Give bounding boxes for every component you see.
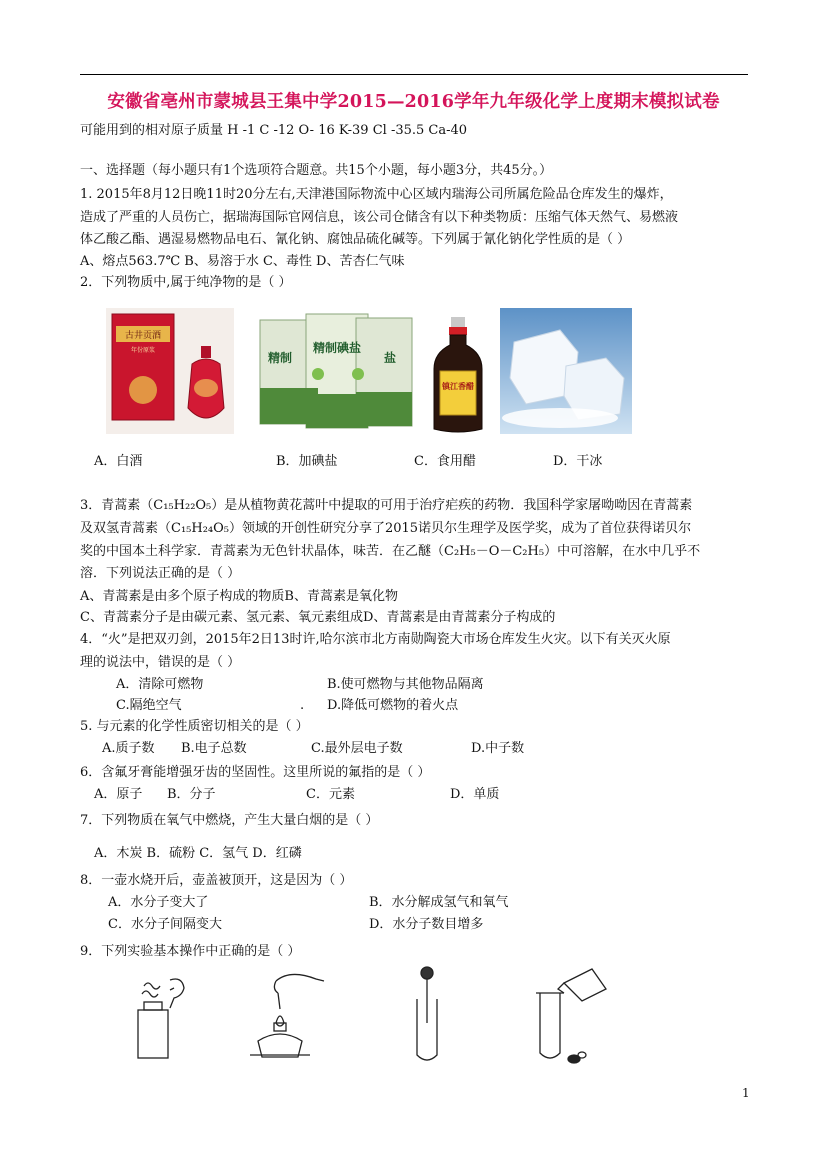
q2-option-b: B．加碘盐 [276, 454, 338, 469]
q6-option-b: B．分子 [167, 787, 216, 802]
q8-option-d: D．水分子数目增多 [369, 917, 484, 932]
q7-stem: 7．下列物质在氧气中燃烧，产生大量白烟的是（ ） [80, 813, 379, 828]
iodized-salt-image [258, 312, 414, 434]
q3-line: 溶．下列说法正确的是（ ） [80, 566, 241, 581]
q3-line: 及双氢青蒿素（C₁₅H₂₄O₅）领域的开创性研究分享了2015诺贝尔生理学及医学奖，成为了首位获得诺贝尔 [80, 521, 692, 536]
header-rule [80, 74, 748, 75]
liquor-box-label: 古井贡酒 [124, 331, 162, 341]
q5-option-a: A.质子数 [102, 741, 155, 756]
page-number: 1 [742, 1086, 750, 1100]
page-title: 安徽省亳州市蒙城县王集中学2015—2016学年九年级化学上度期末模拟试卷 [107, 92, 720, 112]
q8-option-b: B．水分解成氢气和氧气 [369, 895, 509, 910]
q5-stem: 5. 与元素的化学性质密切相关的是（ ） [80, 719, 309, 734]
q4-option-c: C.隔绝空气 [116, 698, 182, 713]
q8-option-c: C．水分子间隔变大 [108, 917, 222, 932]
q2-option-c: C．食用醋 [414, 454, 476, 469]
q4-option-d: D.降低可燃物的着火点 [327, 698, 459, 713]
q2-option-a: A．白酒 [94, 454, 143, 469]
q5-option-c: C.最外层电子数 [311, 741, 403, 756]
liquor-box-sublabel: 年份原浆 [130, 347, 156, 354]
q4-stray-dot: . [300, 698, 305, 713]
pour-solid-sketch [530, 965, 610, 1065]
q6-option-a: A．原子 [94, 787, 143, 802]
q8-stem: 8．一壶水烧开后，壶盖被顶开，这是因为（ ） [80, 873, 353, 888]
q6-option-d: D．单质 [450, 787, 500, 802]
q1-options: A、熔点563.7℃ B、易溶于水 C、毒性 D、苦杏仁气味 [80, 254, 405, 269]
q1-line: 体乙酸乙酯、遇湿易燃物品电石、氰化钠、腐蚀品硫化碱等。下列属于氰化钠化学性质的是（ ） [80, 232, 631, 247]
q2-stem: 2．下列物质中,属于纯净物的是（ ） [80, 275, 292, 290]
q9-stem: 9．下列实验基本操作中正确的是（ ） [80, 944, 301, 959]
section-heading: 一、选择题（每小题只有1个选项符合题意。共15个小题，每小题3分，共45分。） [80, 163, 553, 178]
dropper-tube-sketch [405, 965, 445, 1065]
q5-option-d: D.中子数 [471, 741, 525, 756]
q6-stem: 6．含氟牙膏能增强牙齿的坚固性。这里所说的氟指的是（ ） [80, 765, 431, 780]
liquor-image [106, 308, 234, 434]
salt-label-left: 精制 [267, 351, 293, 365]
q6-option-c: C．元素 [306, 787, 355, 802]
smell-gas-sketch [130, 972, 192, 1062]
q5-option-b: B.电子总数 [181, 741, 247, 756]
atomic-masses: 可能用到的相对原子质量 H -1 C -12 O- 16 K-39 Cl -35.5 Ca-40 [80, 123, 468, 138]
dry-ice-image [500, 308, 632, 434]
q8-option-a: A．水分子变大了 [108, 895, 209, 910]
q3-line: 3．青蒿素（C₁₅H₂₂O₅）是从植物黄花蒿叶中提取的可用于治疗疟疾的药物．我国科学家屠呦呦因在青蒿素 [80, 498, 693, 513]
vinegar-label: 镇江香醋 [442, 382, 474, 391]
q1-line: 1. 2015年8月12日晚11时20分左右,天津港国际物流中心区域内瑞海公司所属危险品仓库发生的爆炸， [80, 187, 673, 202]
q4-line: 理的说法中，错误的是（ ） [80, 655, 241, 670]
q3-line: 奖的中国本土科学家．青蒿素为无色针状晶体，味苦．在乙醚（C₂H₅－O－C₂H₅）中可溶解，在水中几乎不 [80, 544, 701, 559]
q4-line: 4．“火”是把双刃剑，2015年2日13时许,哈尔滨市北方南勋陶瓷大市场仓库发生火灾。以下有关灭火原 [80, 632, 671, 647]
alcohol-lamp-sketch [246, 965, 326, 1065]
q1-line: 造成了严重的人员伤亡，据瑞海国际官网信息，该公司仓储含有以下种类物质：压缩气体天然气、易燃液 [80, 210, 679, 225]
salt-label-right: 盐 [383, 351, 397, 365]
q7-options: A．木炭 B．硫粉 C．氢气 D．红磷 [94, 846, 302, 861]
salt-label-mid: 精制碘盐 [312, 341, 362, 355]
vinegar-image [432, 317, 484, 434]
q4-option-b: B.使可燃物与其他物品隔离 [327, 677, 484, 692]
q4-option-a: A．清除可燃物 [116, 677, 204, 692]
q2-option-d: D．干冰 [553, 454, 603, 469]
q3-option-cd: C、青蒿素分子是由碳元素、氢元素、氧元素组成D、青蒿素是由青蒿素分子构成的 [80, 610, 556, 625]
q3-option-ab: A、青蒿素是由多个原子构成的物质B、青蒿素是氧化物 [80, 589, 398, 604]
